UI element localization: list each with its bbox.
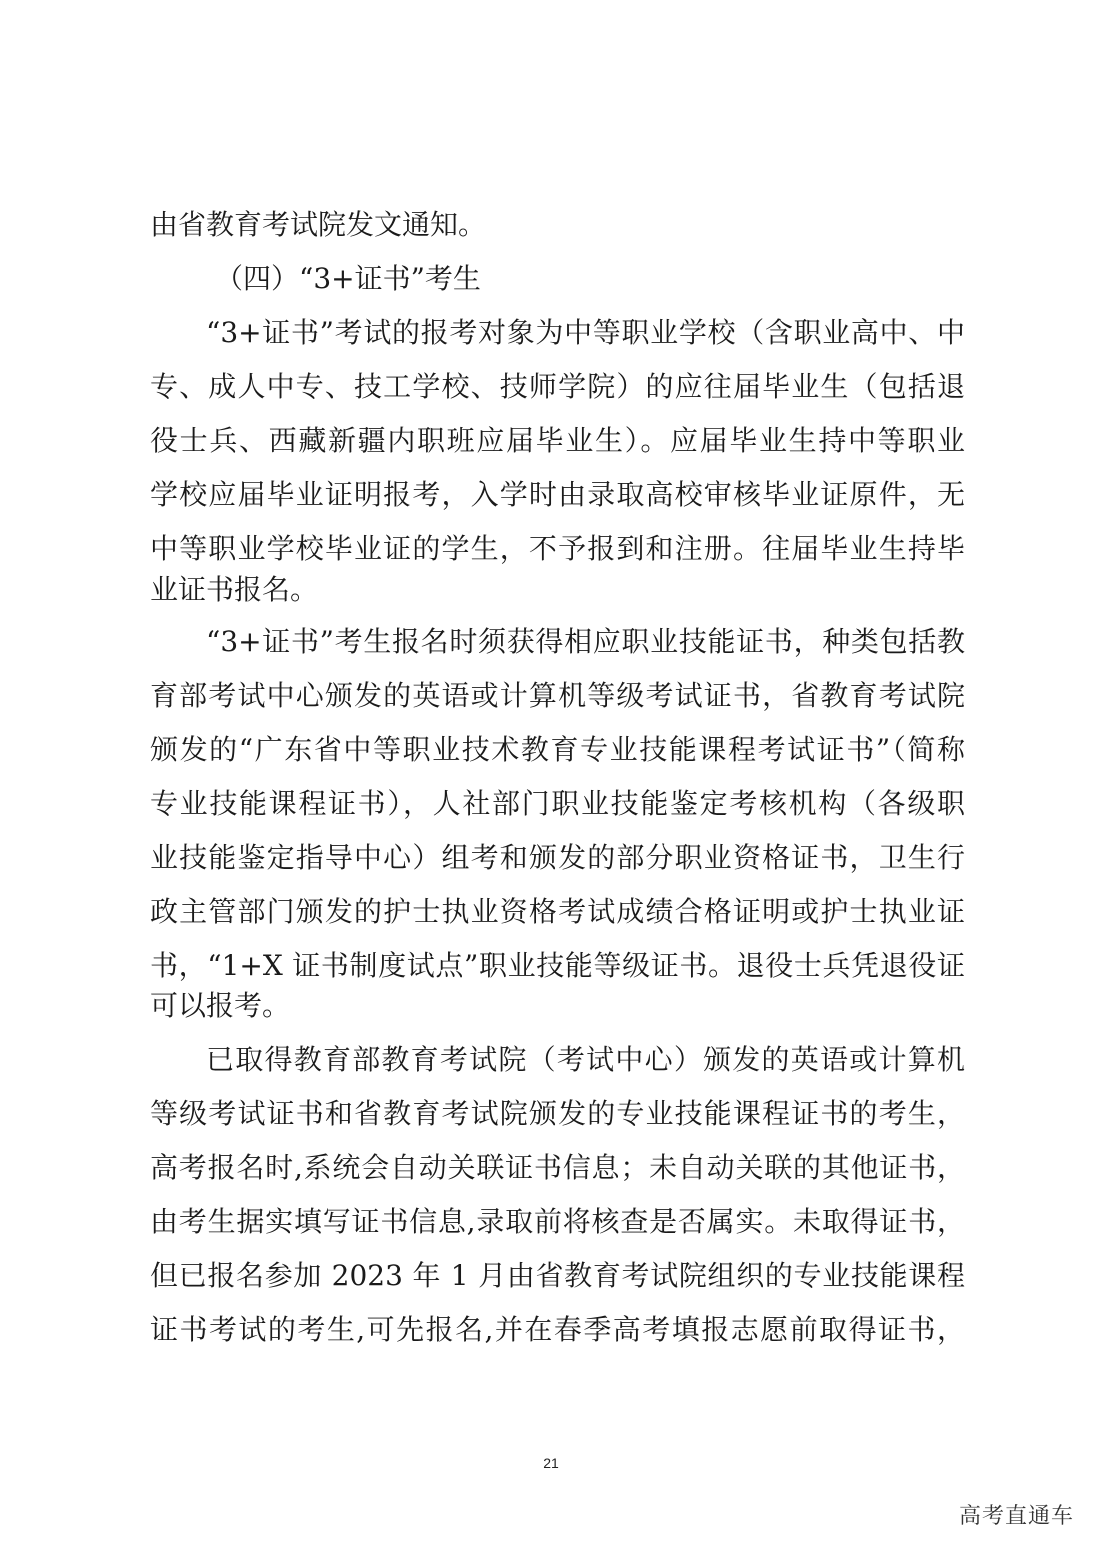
text-line: 颁发的“广东省中等职业技术教育专业技能课程考试证书”（简称: [150, 733, 965, 766]
section-heading: （四）“3+证书”考生: [215, 262, 481, 295]
text-line: 由考生据实填写证书信息,录取前将核查是否属实。未取得证书，: [150, 1205, 965, 1238]
text-line: 中等职业学校毕业证的学生，不予报到和注册。往届毕业生持毕: [150, 532, 965, 565]
text-line: 可以报考。: [150, 989, 291, 1022]
text-line: 役士兵、西藏新疆内职班应届毕业生）。应届毕业生持中等职业: [150, 424, 965, 457]
text-line: 专业技能课程证书），人社部门职业技能鉴定考核机构（各级职: [150, 787, 965, 820]
text-line: 书，“1+X 证书制度试点”职业技能等级证书。退役士兵凭退役证: [150, 949, 965, 982]
watermark: 高考直通车: [958, 1504, 1074, 1529]
text-line: 高考报名时,系统会自动关联证书信息；未自动关联的其他证书，: [150, 1151, 965, 1184]
text-line: 等级考试证书和省教育考试院颁发的专业技能课程证书的考生，: [150, 1097, 965, 1130]
text-line: 但已报名参加 2023 年 1 月由省教育考试院组织的专业技能课程: [150, 1259, 965, 1292]
text-line: “3+证书”考生报名时须获得相应职业技能证书，种类包括教: [206, 625, 965, 658]
text-line: 证书考试的考生,可先报名,并在春季高考填报志愿前取得证书，: [150, 1313, 965, 1346]
page-number: 21: [543, 1455, 559, 1471]
text-line: 学校应届毕业证明报考，入学时由录取高校审核毕业证原件，无: [150, 478, 965, 511]
text-line: 已取得教育部教育考试院（考试中心）颁发的英语或计算机: [206, 1043, 965, 1076]
text-line: 育部考试中心颁发的英语或计算机等级考试证书，省教育考试院: [150, 679, 965, 712]
text-line: 专、成人中专、技工学校、技师学院）的应往届毕业生（包括退: [150, 370, 965, 403]
text-line: “3+证书”考试的报考对象为中等职业学校（含职业高中、中: [206, 316, 965, 349]
text-line: 业证书报名。: [150, 573, 319, 606]
text-line: 政主管部门颁发的护士执业资格考试成绩合格证明或护士执业证: [150, 895, 965, 928]
text-line: 由省教育考试院发文通知。: [150, 208, 487, 241]
text-line: 业技能鉴定指导中心）组考和颁发的部分职业资格证书，卫生行: [150, 841, 965, 874]
